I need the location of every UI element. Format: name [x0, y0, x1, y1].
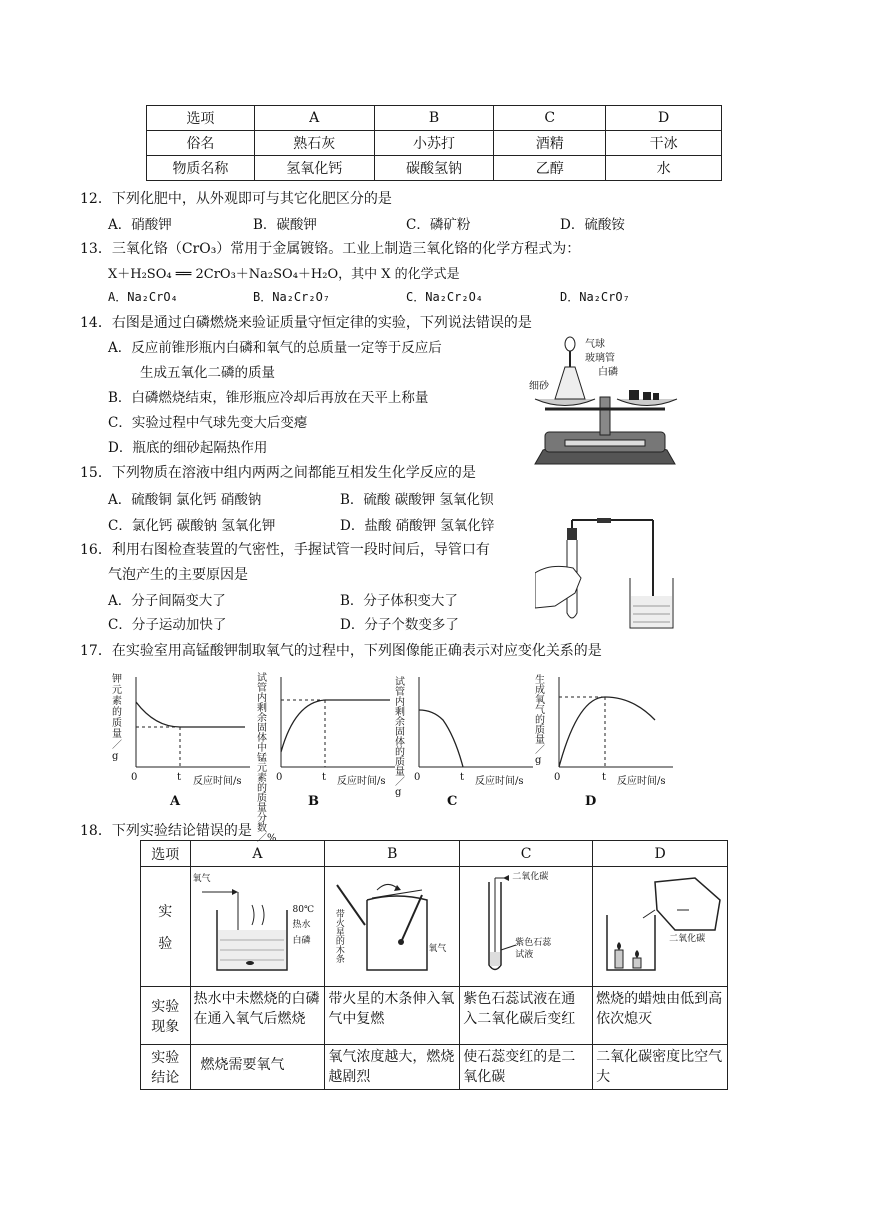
- label-line: 实: [158, 903, 173, 920]
- graph-a-origin: 0: [131, 772, 138, 783]
- option-d: D．瓶底的细砂起隔热作用: [108, 440, 268, 456]
- co2-label: 二氧化碳: [512, 872, 549, 882]
- label-line: 结论: [151, 1070, 180, 1086]
- graph-b-tick: t: [322, 772, 327, 783]
- table-header-cell: B: [325, 841, 460, 867]
- test-tube-figure: [461, 870, 591, 980]
- graph-d-xlabel: 反应时间/s: [617, 776, 666, 787]
- label-line: 现象: [151, 1018, 180, 1035]
- sand-label: 细砂: [529, 381, 549, 392]
- graph-a-ylabel: 钾元素的质量／g: [112, 674, 122, 762]
- table-cell: 熟石灰: [254, 131, 374, 156]
- label-line: 实验: [151, 998, 180, 1015]
- names-table: [146, 105, 722, 181]
- graph-c: [393, 672, 543, 787]
- balloon-label: 气球: [585, 339, 605, 350]
- table-header-cell: A: [190, 841, 325, 867]
- option-a-cont: 生成五氧化二磷的质量: [140, 365, 275, 381]
- option-a: A．硝酸钾: [108, 217, 172, 233]
- phenomenon-d: 燃烧的蜡烛由低到高依次熄灭: [593, 987, 728, 1045]
- option-c: C．分子运动加快了: [108, 617, 227, 633]
- row-label-conclusion: [141, 1045, 191, 1090]
- graph-c-origin: 0: [414, 772, 421, 783]
- phenomenon-a: 热水中未燃烧的白磷在通入氧气后燃烧: [190, 987, 325, 1045]
- question-15-stem: 15．下列物质在溶液中组内两两之间都能互相发生化学反应的是: [80, 465, 476, 481]
- table-header-cell: C: [494, 106, 606, 131]
- option-b: B．分子体积变大了: [340, 593, 458, 609]
- option-d: D．硫酸铵: [560, 217, 625, 233]
- co2-label: 二氧化碳: [669, 934, 706, 944]
- conclusion-d: 二氧化碳密度比空气大: [593, 1045, 728, 1090]
- question-17-stem: 17．在实验室用高锰酸钾制取氧气的过程中，下列图像能正确表示对应变化关系的是: [80, 643, 602, 659]
- table-header-cell: A: [254, 106, 374, 131]
- table-cell: 乙醇: [494, 156, 606, 181]
- graph-c-tick: t: [460, 772, 465, 783]
- graph-b-xlabel: 反应时间/s: [337, 776, 386, 787]
- option-a: A．Na₂CrO₄: [108, 290, 178, 304]
- label-line: 实验: [151, 1050, 180, 1066]
- graph-b-ylabel: 试管内剩余固体中锰元素的质量分数／%: [257, 673, 277, 844]
- option-a: A．分子间隔变大了: [108, 593, 226, 609]
- graph-b-origin: 0: [276, 772, 283, 783]
- question-16-stem-cont: 气泡产生的主要原因是: [108, 567, 248, 583]
- option-c: C．氯化钙 碳酸钠 氢氧化钾: [108, 518, 276, 534]
- option-a: A．硫酸铜 氯化钙 硝酸钠: [108, 492, 262, 508]
- question-13-stem: 13．三氧化铬（CrO₃）常用于金属镀铬。工业上制造三氧化铬的化学方程式为：: [80, 241, 581, 257]
- graph-d-caption: D: [585, 794, 597, 809]
- question-12-stem: 12．下列化肥中，从外观即可与其它化肥区分的是: [80, 191, 392, 207]
- table-header-cell: C: [460, 841, 593, 867]
- graph-d-ylabel: 生成氧气的质量／g: [535, 675, 545, 766]
- table-cell: 小苏打: [374, 131, 494, 156]
- option-d: D．分子个数变多了: [340, 617, 459, 633]
- oxygen-label: 氧气: [428, 944, 447, 954]
- airtightness-figure: [535, 518, 685, 633]
- white-phosphorus-label: 白磷: [292, 936, 311, 946]
- graph-a-caption: A: [170, 794, 181, 809]
- option-b: B．白磷燃烧结束，锥形瓶应冷却后再放在天平上称量: [108, 390, 429, 406]
- graph-b: [255, 672, 405, 787]
- experiment-figure-a: [190, 867, 325, 987]
- white-phosphorus-label: 白磷: [598, 367, 618, 378]
- option-a: A．反应前锥形瓶内白磷和氧气的总质量一定等于反应后: [108, 340, 442, 356]
- graph-d-origin: 0: [554, 772, 561, 783]
- hot-water-label: 热水: [292, 920, 311, 930]
- graph-c-ylabel: 试管内剩余固体的质量／g: [395, 677, 405, 798]
- graph-b-caption: B: [308, 794, 319, 809]
- graph-d: [533, 672, 683, 787]
- question-14-stem: 14．右图是通过白磷燃烧来验证质量守恒定律的实验，下列说法错误的是: [80, 315, 532, 331]
- litmus-label: 紫色石蕊: [515, 938, 552, 948]
- table-cell: 俗名: [147, 131, 255, 156]
- oxygen-label: 氧气: [192, 874, 211, 884]
- table-cell: 水: [606, 156, 722, 181]
- table-cell: 酒精: [494, 131, 606, 156]
- graph-a-tick: t: [177, 772, 182, 783]
- phenomenon-c: 紫色石蕊试液在通入二氧化碳后变红: [460, 987, 593, 1045]
- option-b: B．Na₂Cr₂O₇: [253, 290, 331, 304]
- question-18-stem: 18．下列实验结论错误的是: [80, 823, 252, 839]
- option-d: D．盐酸 硝酸钾 氢氧化锌: [340, 518, 495, 534]
- table-header-cell: B: [374, 106, 494, 131]
- graph-a: [110, 672, 260, 787]
- graph-a-xlabel: 反应时间/s: [193, 776, 242, 787]
- graph-c-xlabel: 反应时间/s: [475, 776, 524, 787]
- table-cell: 物质名称: [147, 156, 255, 181]
- equation: X＋H₂SO₄ ══ 2CrO₃＋Na₂SO₄＋H₂O，其中 X 的化学式是: [108, 267, 460, 282]
- row-label-phenomena: [141, 987, 191, 1045]
- temp-label: 80℃: [292, 905, 315, 915]
- table-header-cell: 选项: [147, 106, 255, 131]
- table-cell: 氢氧化钙: [254, 156, 374, 181]
- experiment-figure-d: [593, 867, 728, 987]
- graph-d-tick: t: [602, 772, 607, 783]
- gas-jar-figure: [327, 870, 457, 980]
- table-header-cell: 选项: [141, 841, 191, 867]
- splint-label: 带火星的木条: [335, 910, 345, 965]
- row-label-experiment: [141, 867, 191, 987]
- conclusion-c: 使石蕊变红的是二氧化碳: [460, 1045, 593, 1090]
- table-cell: 干冰: [606, 131, 722, 156]
- option-b: B．硫酸 碳酸钾 氢氧化钡: [340, 492, 494, 508]
- conclusion-a: 燃烧需要氧气: [190, 1045, 325, 1090]
- candle-figure: [595, 870, 725, 980]
- option-c: C．实验过程中气球先变大后变瘪: [108, 415, 308, 431]
- experiment-table: [140, 840, 728, 1090]
- phenomenon-b: 带火星的木条伸入氧气中复燃: [325, 987, 460, 1045]
- conclusion-b: 氧气浓度越大，燃烧越剧烈: [325, 1045, 460, 1090]
- graph-c-caption: C: [447, 794, 458, 809]
- question-16-stem: 16．利用右图检查装置的气密性，手握试管一段时间后，导管口有: [80, 542, 490, 558]
- table-header-cell: D: [606, 106, 722, 131]
- experiment-figure-b: [325, 867, 460, 987]
- table-cell: 碳酸氢钠: [374, 156, 494, 181]
- label-line: 验: [158, 935, 173, 952]
- solution-label: 试液: [515, 950, 534, 960]
- table-header-cell: D: [593, 841, 728, 867]
- option-b: B．碳酸钾: [253, 217, 317, 233]
- option-c: C．Na₂Cr₂O₄: [406, 290, 484, 304]
- glass-tube-label: 玻璃管: [585, 353, 615, 364]
- option-d: D．Na₂CrO₇: [560, 290, 630, 304]
- option-c: C．磷矿粉: [406, 217, 471, 233]
- experiment-figure-c: [460, 867, 593, 987]
